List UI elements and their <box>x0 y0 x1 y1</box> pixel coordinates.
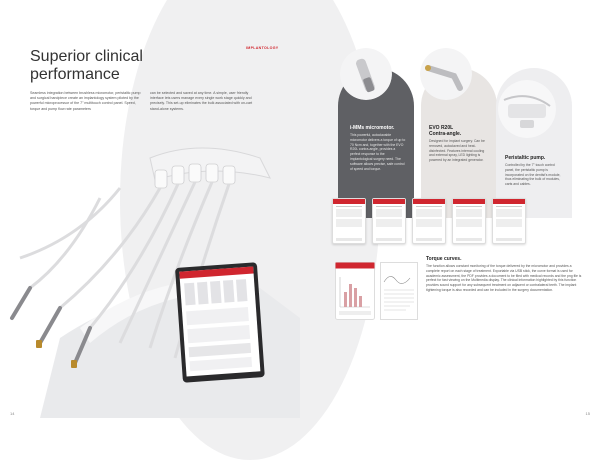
page-title <box>30 48 170 84</box>
screen-thumbnail-2 <box>372 198 406 244</box>
contra-angle-title-line-1: EVO R20L <box>429 125 454 131</box>
torque-curves-description: The function allows constant monitoring of the torque delivered by the micromotor and provides a complete report on each stage of treatment. Exportable via USB stick, the curve format is used for academic assessment, the PDF provides a document to be filed with medical records and the png file is perfect for fast viewing on the Multimedia display. The clinical information highlighted by this function provides sound support for any subsequent treatment on adjacent or contralateral teeth. The implant tightening torque is also recorded and can be included in the surgery documentation. <box>426 264 582 292</box>
contra-angle-description: Designed for implant surgery. Can be removed, autoclaved and heat-disinfected. Features internal cooling and external spray, LED lighting is powered by an integrated generator. <box>429 139 485 163</box>
micromotor-description: This powerful, autoclavable micromotor delivers a torque of up to 70 Ncm and, together with the EVO R20L contra-angle, provides a perfect response to the implantological surgery need. The software allows precise, safe control of speed and torque. <box>350 133 406 171</box>
screen-thumbnail-4 <box>452 198 486 244</box>
pump-description: Controlled by the 7" touch control panel, the peristaltic pump is incorporated on the dentist's module, thus eliminating the bulk of modules, carts and cables. <box>505 163 561 187</box>
title-line-1: Superior clinical <box>30 48 143 65</box>
peristaltic-pump-image <box>498 80 556 138</box>
contra-angle-image <box>420 48 472 100</box>
title-line-2: performance <box>30 66 120 83</box>
micromotor-image <box>340 48 392 100</box>
contra-angle-title-line-2: Contra-angle. <box>429 131 462 137</box>
screen-thumbnail-5 <box>492 198 526 244</box>
pump-title <box>505 155 545 161</box>
pump-title-text: Peristaltic pump. <box>505 155 546 161</box>
intro-column-2: can be selected and saved at any time. A simple, user friendly interface lets users manage every single work stage quickly and precisely. This set-up eliminates the bulk associated with on-cart stand-alone systems. <box>150 91 253 111</box>
torque-report-document <box>380 262 418 320</box>
dental-unit-illustration <box>0 118 300 418</box>
contra-angle-title <box>429 125 461 137</box>
page-number-right: 15 <box>585 411 590 416</box>
torque-curves-title: Torque curves. <box>426 256 462 262</box>
micromotor-title <box>350 125 394 131</box>
torque-curve-screen <box>335 262 375 320</box>
screen-thumbnail-1 <box>332 198 366 244</box>
screen-thumbnail-3 <box>412 198 446 244</box>
page-number-left: 14 <box>10 411 15 416</box>
intro-column-1: Seamless integration between brushless micromotor, peristaltic pump and surgical handpiece create an implantology system piloted by the powerful microprocessor of the 7" multitouch control panel. Speed, torque and pump flow rate parameters <box>30 91 141 111</box>
section-tag: IMPLANTOLOGY <box>246 46 279 50</box>
micromotor-title-text: i-MMs micromotor. <box>350 125 395 131</box>
